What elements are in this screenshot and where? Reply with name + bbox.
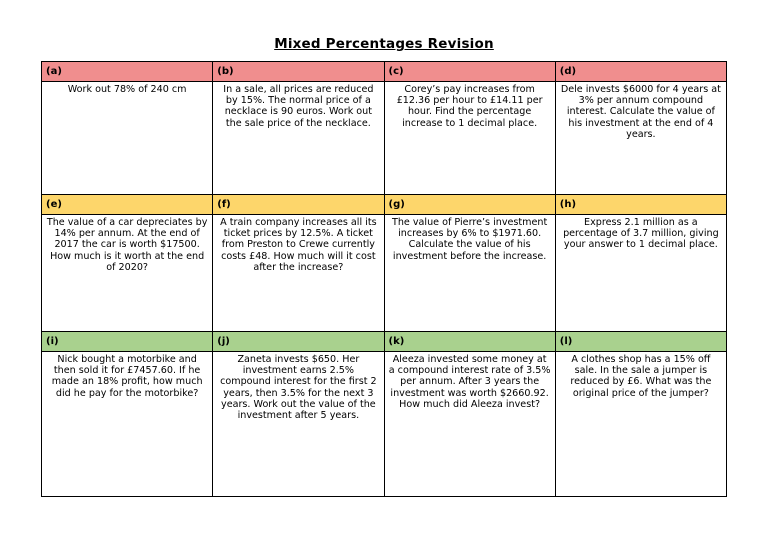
question-e: The value of a car depreciates by 14% per annum. At the end of 2017 the car is worth $17500. How much is it worth at the end of 2020? [42, 215, 213, 332]
card-label-g: (g) [384, 195, 555, 215]
question-h: Express 2.1 million as a percentage of 3.7 million, giving your answer to 1 decimal place. [555, 215, 726, 332]
question-c: Corey’s pay increases from £12.36 per hour to £14.11 per hour. Find the percentage increase to 1 decimal place. [384, 82, 555, 195]
question-k: Aleeza invested some money at a compound interest rate of 3.5% per annum. After 3 years the investment was worth $2660.92. How much did Aleeza invest? [384, 352, 555, 497]
card-label-f: (f) [213, 195, 384, 215]
card-label-d: (d) [555, 62, 726, 82]
card-label-l: (l) [555, 332, 726, 352]
header-row-2 [42, 195, 727, 215]
question-g: The value of Pierre’s investment increases by 6% to $1971.60. Calculate the value of his investment before the increase. [384, 215, 555, 332]
question-l: A clothes shop has a 15% off sale. In the sale a jumper is reduced by £6. What was the original price of the jumper? [555, 352, 726, 497]
card-label-e: (e) [42, 195, 213, 215]
card-label-j: (j) [213, 332, 384, 352]
card-label-k: (k) [384, 332, 555, 352]
card-label-a: (a) [42, 62, 213, 82]
header-row-3 [42, 332, 727, 352]
question-b: In a sale, all prices are reduced by 15%. The normal price of a necklace is 90 euros. Work out the sale price of the necklace. [213, 82, 384, 195]
question-j: Zaneta invests $650. Her investment earns 2.5% compound interest for the first 2 years, then 3.5% for the next 3 years. Work out the value of the investment after 5 years. [213, 352, 384, 497]
page-title: Mixed Percentages Revision [274, 36, 494, 52]
question-row-3 [42, 352, 727, 497]
card-label-b: (b) [213, 62, 384, 82]
header-row-1 [42, 62, 727, 82]
question-f: A train company increases all its ticket prices by 12.5%. A ticket from Preston to Crewe currently costs £48. How much will it cost after the increase? [213, 215, 384, 332]
question-i: Nick bought a motorbike and then sold it for £7457.60. If he made an 18% profit, how much did he pay for the motorbike? [42, 352, 213, 497]
question-row-2 [42, 215, 727, 332]
card-label-i: (i) [42, 332, 213, 352]
card-label-h: (h) [555, 195, 726, 215]
question-a: Work out 78% of 240 cm [42, 82, 213, 195]
question-grid [41, 61, 727, 497]
card-label-c: (c) [384, 62, 555, 82]
question-row-1 [42, 82, 727, 195]
question-d: Dele invests $6000 for 4 years at 3% per annum compound interest. Calculate the value of his investment at the end of 4 years. [555, 82, 726, 195]
